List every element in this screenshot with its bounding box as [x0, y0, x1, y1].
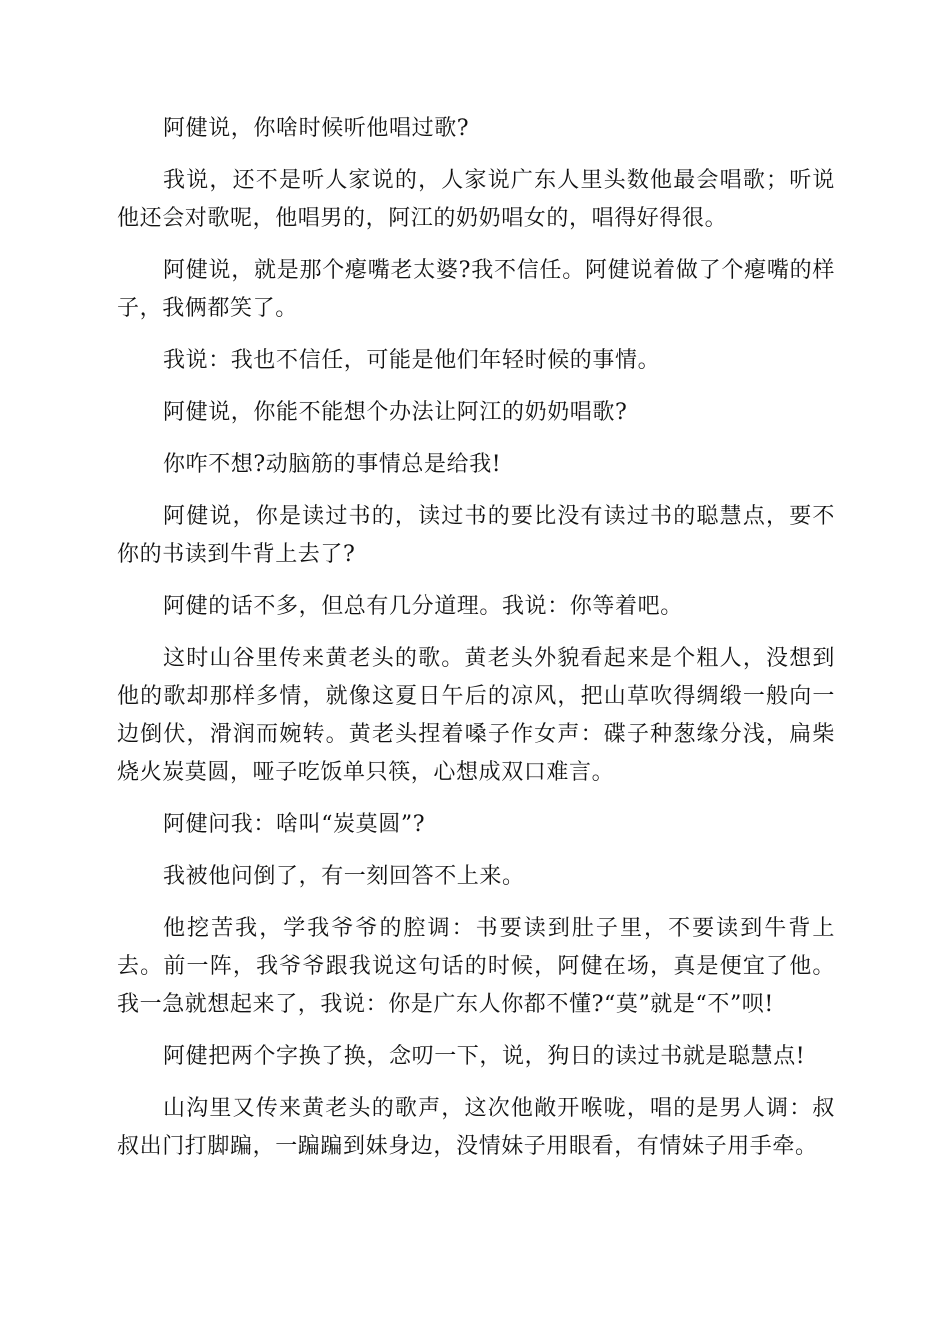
paragraph: 阿健把两个字换了换，念叨一下，说，狗日的读过书就是聪慧点!: [163, 1044, 806, 1069]
paragraph: 我说，还不是听人家说的，人家说广东人里头数他最会唱歌；听说他还会对歌呢，他唱男的，阿江的奶奶唱女的，唱得好得很。: [117, 168, 835, 231]
paragraph: 你咋不想?动脑筋的事情总是给我!: [163, 452, 502, 477]
paragraph: 阿健的话不多，但总有几分道理。我说：你等着吧。: [163, 594, 683, 619]
paragraph: 阿健问我：啥叫“炭莫圆”?: [163, 812, 426, 837]
paragraph: 阿健说，你能不能想个办法让阿江的奶奶唱歌?: [163, 400, 628, 425]
paragraph: 他挖苦我，学我爷爷的腔调：书要读到肚子里，不要读到牛背上去。前一阵，我爷爷跟我说这句话的时候，阿健在场，真是便宜了他。我一急就想起来了，我说：你是广东人你都不懂?“莫”就是“不”呗!: [117, 916, 835, 1017]
paragraph: 山沟里又传来黄老头的歌声，这次他敞开喉咙，唱的是男人调：叔叔出门打脚蹁，一蹁蹁到妹身边，没情妹子用眼看，有情妹子用手牵。: [117, 1096, 835, 1159]
paragraph: 我说：我也不信任，可能是他们年轻时候的事情。: [163, 348, 661, 373]
paragraph: 阿健说，就是那个瘪嘴老太婆?我不信任。阿健说着做了个瘪嘴的样子，我俩都笑了。: [117, 258, 835, 321]
paragraph: 阿健说，你是读过书的，读过书的要比没有读过书的聪慧点，要不你的书读到牛背上去了?: [117, 504, 835, 567]
paragraph: 阿健说，你啥时候听他唱过歌?: [163, 116, 470, 141]
paragraph: 我被他问倒了，有一刻回答不上来。: [163, 864, 525, 889]
paragraph: 这时山谷里传来黄老头的歌。黄老头外貌看起来是个粗人，没想到他的歌却那样多情，就像这夏日午后的凉风，把山草吹得绸缎一般向一边倒伏，滑润而婉转。黄老头捏着嗓子作女声：碟子种葱缘分浅，扁柴烧火炭莫圆，哑子吃饭单只筷，心想成双口难言。: [117, 646, 835, 785]
document-body: [117, 110, 835, 1180]
